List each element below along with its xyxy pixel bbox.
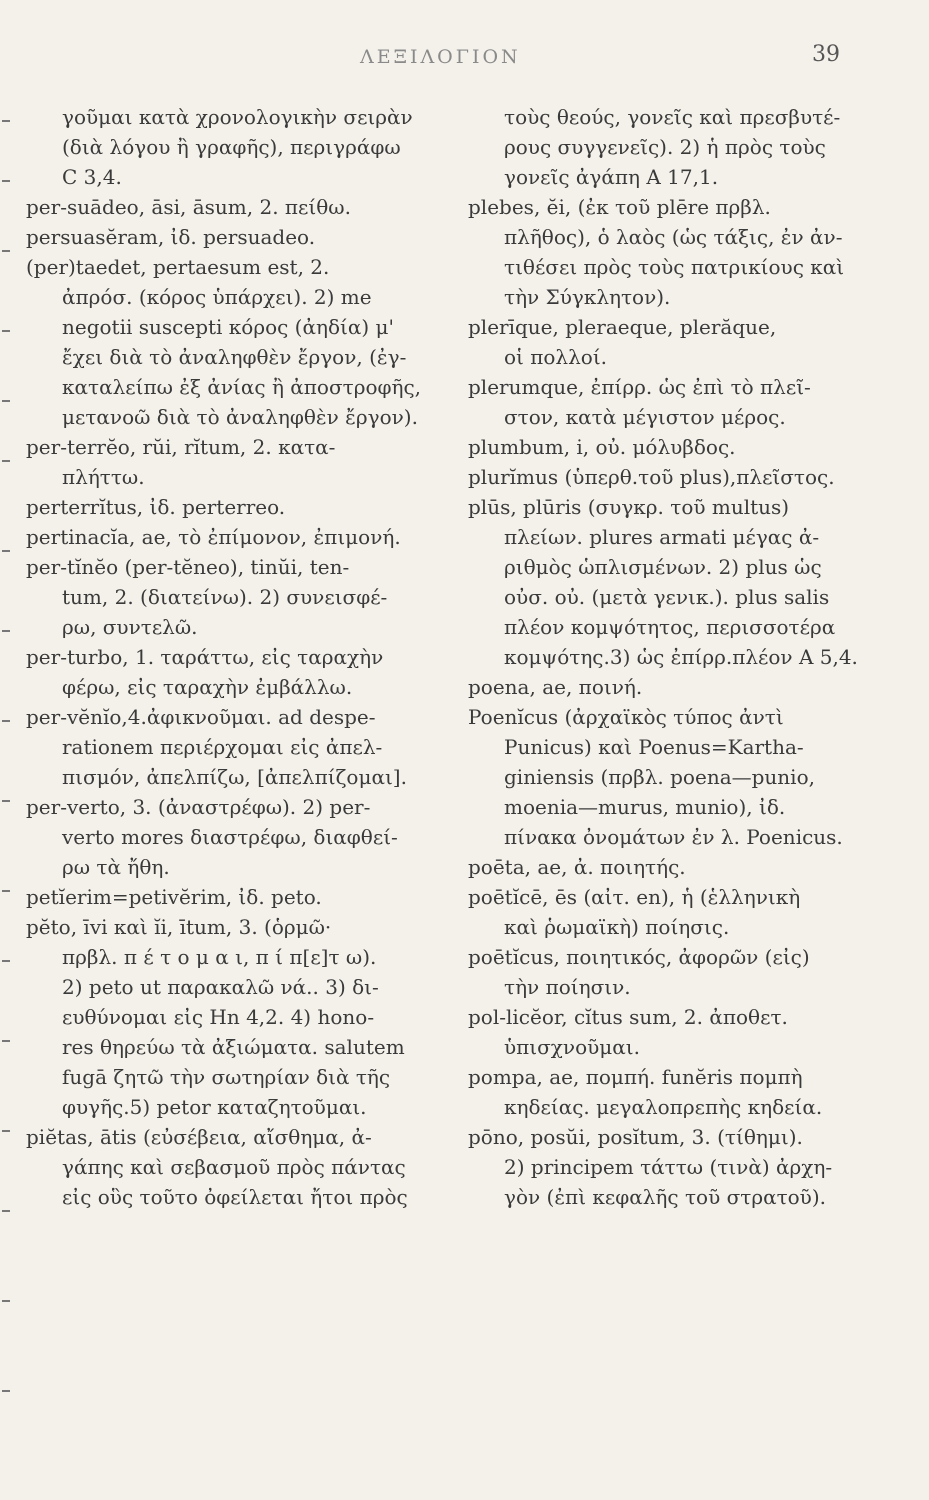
entry-continuation-line: γοῦμαι κατὰ χρονολογικὴν σειρὰν [62,105,413,129]
entry-continuation-line: tum, 2. (διατείνω). 2) συνεισφέ- [62,585,388,609]
entry-continuation-line: τὴν ποίησιν. [504,975,631,999]
entry-headword-line: per-vĕnĭo,4.ἀφικνοῦμαι. ad despe- [26,705,376,729]
entry-continuation-line: moenia—murus, munio), ἰδ. [504,795,786,819]
entry-continuation-line: καταλείπω ἐξ ἀνίας ἢ ἀποστροφῆς, [62,375,422,399]
entry-continuation-line: ευθύνομαι εἰς Hn 4,2. 4) hono- [62,1005,375,1029]
entry-headword-line: pol-licĕor, cĭtus sum, 2. ἀποθετ. [468,1005,788,1029]
entry-headword-line: pompa, ae, πομπή. funĕris πομπὴ [468,1065,803,1089]
entry-headword-line: per-suādeo, āsi, āsum, 2. πείθω. [26,195,351,219]
margin-edge [0,100,14,1480]
entry-continuation-line: μετανοῶ διὰ τὸ ἀναληφθὲν ἔργον). [62,405,418,429]
entry-continuation-line: ρους συγγενεῖς). 2) ἡ πρὸς τοὺς [504,135,826,159]
left-column [26,102,458,1212]
entry-headword-line: plerumque, ἐπίρρ. ὡς ἐπὶ τὸ πλεῖ- [468,375,811,399]
running-head: ΛΕΞΙΛΟΓΙΟΝ [360,46,521,68]
right-column [468,102,888,1212]
entry-headword-line: per-tĭnĕo (per-tĕneo), tinŭi, ten- [26,555,350,579]
entry-continuation-line: καὶ ῥωμαϊκὴ) ποίησις. [504,915,730,939]
entry-continuation-line: τοὺς θεούς, γονεῖς καὶ πρεσβυτέ- [504,105,841,129]
entry-headword-line: per-turbo, 1. ταράττω, εἰς ταραχὴν [26,645,384,669]
entry-headword-line: plerīque, pleraeque, plerăque, [468,315,777,339]
entry-continuation-line: πλῆθος), ὁ λαὸς (ὡς τάξις, ἐν ἀν- [504,225,843,249]
entry-continuation-line: ὑπισχνοῦμαι. [504,1035,640,1059]
entry-continuation-line: ἀπρόσ. (κόρος ὑπάρχει). 2) me [62,285,372,309]
entry-headword-line: poētĭcē, ēs (αἰτ. en), ἡ (ἑλληνικὴ [468,885,801,909]
entry-headword-line: pertinacĭa, ae, τὸ ἐπίμονον, ἐπιμονή. [26,525,401,549]
entry-continuation-line: giniensis (πρβλ. poena—punio, [504,765,815,789]
entry-continuation-line: φέρω, εἰς ταραχὴν ἐμβάλλω. [62,675,353,699]
entry-continuation-line: ρω τὰ ἤθη. [62,855,170,879]
entry-continuation-line: 2) principem τάττω (τινὰ) ἀρχη- [504,1155,833,1179]
entry-continuation-line: κομψότης.3) ὡς ἐπίρρ.πλέον A 5,4. [504,645,858,669]
entry-continuation-line: πλείων. plures armati μέγας ἀ- [504,525,820,549]
entry-continuation-line: εἰς οὓς τοῦτο ὀφείλεται ἤτοι πρὸς [62,1185,408,1209]
entry-continuation-line: (διὰ λόγου ἢ γραφῆς), περιγράφω [62,135,401,159]
entry-headword-line: piĕtas, ātis (εὐσέβεια, αἴσθημα, ἀ- [26,1125,372,1149]
entry-headword-line: pōno, posŭi, posĭtum, 3. (τίθημι). [468,1125,803,1149]
entry-headword-line: per-terrĕo, rŭi, rĭtum, 2. κατα- [26,435,336,459]
entry-headword-line: persuasĕram, ἰδ. persuadeo. [26,225,316,249]
entry-continuation-line: πλήττω. [62,465,145,489]
entry-continuation-line: φυγῆς.5) petor καταζητοῦμαι. [62,1095,367,1119]
entry-headword-line: poena, ae, ποινή. [468,675,643,699]
entry-continuation-line: κηδείας. μεγαλοπρεπὴς κηδεία. [504,1095,823,1119]
entry-continuation-line: πρβλ. π έ τ ο μ α ι, π ί π[ε]τ ω). [62,945,377,969]
entry-continuation-line: negotii suscepti κόρος (ἀηδία) μ' [62,315,395,339]
entry-continuation-line: fugā ζητῶ τὴν σωτηρίαν διὰ τῆς [62,1065,391,1089]
entry-continuation-line: rationem περιέρχομαι εἰς ἀπελ- [62,735,383,759]
entry-headword-line: poēta, ae, ἀ. ποιητής. [468,855,686,879]
entry-continuation-line: πισμόν, ἀπελπίζω, [ἀπελπίζομαι]. [62,765,407,789]
entry-continuation-line: Punicus) καὶ Poenus=Kartha- [504,735,804,759]
entry-continuation-line: ἔχει διὰ τὸ ἀναληφθὲν ἔργον, (ἐγ- [62,345,407,369]
entry-headword-line: (per)taedet, pertaesum est, 2. [26,255,330,279]
entry-continuation-line: ρω, συντελῶ. [62,615,198,639]
entry-headword-line: petĭerim=petivĕrim, ἰδ. peto. [26,885,322,909]
entry-continuation-line: γονεῖς ἀγάπη A 17,1. [504,165,719,189]
entry-continuation-line: οἱ πολλοί. [504,345,608,369]
entry-continuation-line: τιθέσει πρὸς τοὺς πατρικίους καὶ [504,255,845,279]
page-header [0,42,929,82]
entry-continuation-line: πίνακα ὀνομάτων ἐν λ. Poenicus. [504,825,843,849]
entry-continuation-line: στον, κατὰ μέγιστον μέρος. [504,405,786,429]
entry-continuation-line: τὴν Σύγκλητον). [504,285,671,309]
entry-continuation-line: γάπης καὶ σεβασμοῦ πρὸς πάντας [62,1155,406,1179]
entry-headword-line: Poenĭcus (ἀρχαϊκὸς τύπος ἀντὶ [468,705,784,729]
entry-headword-line: plūs, plūris (συγκρ. τοῦ multus) [468,495,790,519]
entry-headword-line: plebes, ĕi, (ἐκ τοῦ plēre πρβλ. [468,195,771,219]
entry-headword-line: poētĭcus, ποιητικός, ἀφορῶν (εἰς) [468,945,810,969]
entry-continuation-line: πλέον κομψότητος, περισσοτέρα [504,615,836,639]
entry-continuation-line: verto mores διαστρέφω, διαφθεί- [62,825,398,849]
entry-continuation-line: res θηρεύω τὰ ἀξιώματα. salutem [62,1035,405,1059]
page-number: 39 [812,42,840,67]
entry-headword-line: pĕto, īvi καὶ ĭi, ītum, 3. (ὁρμῶ· [26,915,332,939]
entry-continuation-line: 2) peto ut παρακαλῶ νά.. 3) δι- [62,975,379,999]
entry-headword-line: plurĭmus (ὑπερθ.τοῦ plus),πλεῖστος. [468,465,835,489]
entry-headword-line: per-verto, 3. (ἀναστρέφω). 2) per- [26,795,371,819]
entry-headword-line: perterrĭtus, ἰδ. perterreo. [26,495,286,519]
entry-continuation-line: οὐσ. οὐ. (μετὰ γενικ.). plus salis [504,585,830,609]
entry-continuation-line: C 3,4. [62,165,122,189]
entry-continuation-line: ριθμὸς ὡπλισμένων. 2) plus ὡς [504,555,822,579]
entry-continuation-line: γὸν (ἐπὶ κεφαλῆς τοῦ στρατοῦ). [504,1185,827,1209]
entry-headword-line: plumbum, i, οὐ. μόλυβδος. [468,435,736,459]
